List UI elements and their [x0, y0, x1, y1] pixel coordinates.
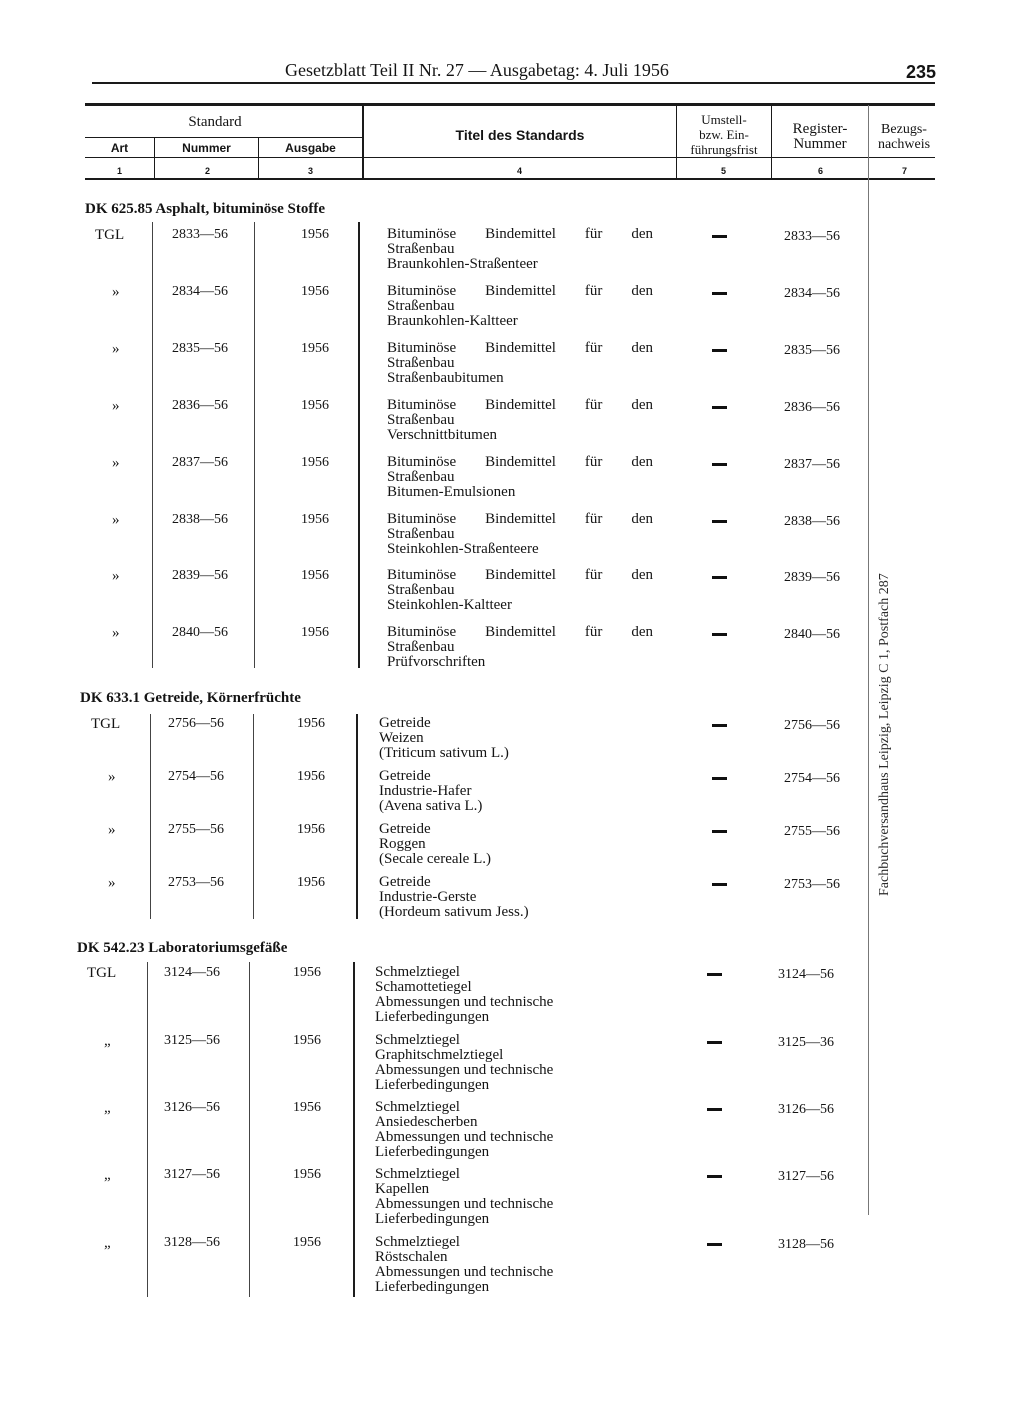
- row-title: [387, 227, 653, 272]
- row-frist-dash: [707, 1175, 722, 1178]
- row-title-word: für: [584, 283, 603, 299]
- header-rule-standard: [85, 137, 362, 138]
- row-title-line: Getreide: [379, 874, 431, 890]
- row-title-word: Bindemittel: [485, 511, 556, 527]
- row-title-word: Bituminöse: [387, 624, 457, 640]
- row-title: [375, 1235, 553, 1295]
- row-register: 3124—56: [778, 967, 834, 982]
- row-nummer: 3124—56: [164, 965, 220, 980]
- row-title-line: (Triticum sativum L.): [379, 745, 509, 761]
- row-title-line: [387, 398, 653, 413]
- column-register: [772, 122, 868, 152]
- row-ausgabe: 1956: [293, 1167, 321, 1182]
- row-title-word: Bituminöse: [387, 454, 457, 470]
- row-title-line: Straßenbau: [387, 298, 455, 314]
- row-title-line: Verschnittbitumen: [387, 427, 497, 443]
- row-frist-dash: [712, 520, 727, 523]
- row-title-line: [387, 512, 653, 527]
- row-register: 3125—36: [778, 1035, 834, 1050]
- row-nummer: 2839—56: [172, 568, 228, 583]
- row-nummer: 2835—56: [172, 341, 228, 356]
- row-title-line: Getreide: [379, 715, 431, 731]
- row-title-line: [387, 284, 653, 299]
- row-title-line: (Hordeum sativum Jess.): [379, 904, 529, 920]
- row-art: »: [112, 341, 120, 357]
- row-frist-dash: [712, 576, 727, 579]
- column-rule: [150, 714, 151, 919]
- row-title-word: für: [584, 397, 603, 413]
- column-number: 7: [902, 166, 908, 176]
- row-title: [387, 512, 653, 557]
- row-ausgabe: 1956: [297, 875, 325, 890]
- row-art: »: [112, 284, 120, 300]
- row-ausgabe: 1956: [293, 965, 321, 980]
- row-title-line: Straßenbau: [387, 526, 455, 542]
- row-ausgabe: 1956: [301, 625, 329, 640]
- row-nummer: 3128—56: [164, 1235, 220, 1250]
- row-register: 2833—56: [784, 229, 840, 244]
- row-title-word: Bituminöse: [387, 283, 457, 299]
- row-title: [375, 1033, 553, 1093]
- row-register: 2755—56: [784, 824, 840, 839]
- column-rule: [358, 222, 360, 668]
- row-title-line: Abmessungen und technische: [375, 1196, 554, 1212]
- row-nummer: 3127—56: [164, 1167, 220, 1182]
- row-title-line: Straßenbau: [387, 469, 455, 485]
- column-nummer: Nummer: [182, 141, 231, 155]
- row-register: 2839—56: [784, 570, 840, 585]
- column-umstellung: [677, 112, 771, 157]
- row-title-line: Abmessungen und technische: [375, 994, 554, 1010]
- row-nummer: 2754—56: [168, 769, 224, 784]
- column-bezug: [869, 122, 939, 152]
- row-title-line: Industrie-Hafer: [379, 783, 472, 799]
- row-frist-dash: [712, 235, 727, 238]
- row-title: [379, 875, 529, 920]
- row-register: 3126—56: [778, 1102, 834, 1117]
- row-title-word: den: [631, 226, 654, 242]
- row-title-word: den: [631, 454, 654, 470]
- column-titel: Titel des Standards: [455, 127, 585, 143]
- row-title-line: Lieferbedingungen: [375, 1144, 490, 1160]
- row-frist-dash: [712, 349, 727, 352]
- row-frist-dash: [712, 633, 727, 636]
- column-bezug-line: nachweis: [877, 137, 931, 152]
- row-title-line: [387, 341, 653, 356]
- row-register: 2834—56: [784, 286, 840, 301]
- row-title-word: den: [631, 511, 654, 527]
- side-note: Fachbuchversandhaus Leipzig, Leipzig C 1, Postfach 287: [877, 573, 892, 897]
- row-title: [379, 822, 491, 867]
- row-title-word: Bindemittel: [485, 624, 556, 640]
- row-title: [387, 398, 653, 443]
- row-title-word: für: [584, 340, 603, 356]
- row-title-line: Schmelztiegel: [375, 1032, 460, 1048]
- section-heading: DK 542.23 Laboratoriumsgefäße: [77, 940, 288, 956]
- row-title: [387, 625, 653, 670]
- row-title-word: für: [584, 624, 603, 640]
- column-number: 2: [205, 166, 211, 176]
- row-title-line: Abmessungen und technische: [375, 1129, 554, 1145]
- column-rule: [254, 222, 255, 668]
- row-ausgabe: 1956: [301, 512, 329, 527]
- row-title: [375, 1167, 553, 1227]
- row-nummer: 2756—56: [168, 716, 224, 731]
- column-rule: [152, 222, 153, 668]
- row-title-line: Graphitschmelztiegel: [375, 1047, 504, 1063]
- row-title-line: Straßenbau: [387, 355, 455, 371]
- row-ausgabe: 1956: [293, 1100, 321, 1115]
- row-title-line: Roggen: [379, 836, 426, 852]
- row-title: [387, 455, 653, 500]
- row-title-line: Steinkohlen-Kaltteer: [387, 597, 512, 613]
- row-title-line: Straßenbau: [387, 582, 455, 598]
- row-title-word: Bindemittel: [485, 226, 556, 242]
- row-ausgabe: 1956: [297, 716, 325, 731]
- row-art: „: [104, 1033, 111, 1049]
- row-ausgabe: 1956: [293, 1033, 321, 1048]
- row-title-line: Bitumen-Emulsionen: [387, 484, 516, 500]
- row-register: 2756—56: [784, 718, 840, 733]
- row-register: 2837—56: [784, 457, 840, 472]
- row-frist-dash: [707, 973, 722, 976]
- row-title-line: [387, 455, 653, 470]
- row-title-line: [387, 227, 653, 242]
- column-number: 6: [818, 166, 824, 176]
- row-title-word: Bituminöse: [387, 226, 457, 242]
- row-title-word: Bindemittel: [485, 283, 556, 299]
- row-ausgabe: 1956: [301, 398, 329, 413]
- row-nummer: 2837—56: [172, 455, 228, 470]
- row-title-word: den: [631, 283, 654, 299]
- row-art: »: [112, 398, 120, 414]
- row-title-word: für: [584, 226, 603, 242]
- row-title-word: den: [631, 567, 654, 583]
- row-title-word: Bituminöse: [387, 397, 457, 413]
- row-nummer: 2838—56: [172, 512, 228, 527]
- row-nummer: 3126—56: [164, 1100, 220, 1115]
- column-umstellung-line: führungsfrist: [690, 142, 758, 157]
- header-divider-bezug: [868, 105, 869, 1215]
- row-title: [387, 568, 653, 613]
- row-ausgabe: 1956: [301, 284, 329, 299]
- row-art: »: [108, 822, 116, 838]
- section-heading: DK 625.85 Asphalt, bituminöse Stoffe: [85, 201, 326, 217]
- row-title-word: den: [631, 340, 654, 356]
- column-register-line: Register-: [792, 121, 848, 137]
- page-number: 235: [906, 62, 937, 82]
- row-ausgabe: 1956: [301, 341, 329, 356]
- header-rule-sub: [85, 157, 935, 158]
- row-title-word: für: [584, 567, 603, 583]
- column-umstellung-line: Umstell-: [701, 112, 747, 127]
- row-title-line: Braunkohlen-Kaltteer: [387, 313, 518, 329]
- row-title-line: [387, 568, 653, 583]
- row-register: 2754—56: [784, 771, 840, 786]
- row-title-word: Bindemittel: [485, 397, 556, 413]
- section-heading: DK 633.1 Getreide, Körnerfrüchte: [80, 690, 301, 706]
- row-title-line: Röstschalen: [375, 1249, 448, 1265]
- row-title-word: Bindemittel: [485, 454, 556, 470]
- row-ausgabe: 1956: [293, 1235, 321, 1250]
- row-nummer: 3125—56: [164, 1033, 220, 1048]
- header-rule-top: [92, 82, 935, 84]
- row-art: TGL: [91, 716, 121, 732]
- row-frist-dash: [712, 292, 727, 295]
- row-title-line: (Avena sativa L.): [379, 798, 483, 814]
- row-nummer: 2755—56: [168, 822, 224, 837]
- row-title: [379, 716, 509, 761]
- row-title-word: für: [584, 454, 603, 470]
- row-title-line: Abmessungen und technische: [375, 1264, 554, 1280]
- column-bezug-line: Bezugs-: [881, 122, 927, 137]
- row-ausgabe: 1956: [297, 822, 325, 837]
- row-title: [375, 965, 553, 1025]
- row-art: »: [112, 625, 120, 641]
- row-frist-dash: [707, 1041, 722, 1044]
- row-title-line: Schmelztiegel: [375, 964, 460, 980]
- row-title-line: Schamottetiegel: [375, 979, 472, 995]
- row-title-line: Schmelztiegel: [375, 1166, 460, 1182]
- column-number: 4: [517, 166, 523, 176]
- row-title-word: Bituminöse: [387, 567, 457, 583]
- row-title: [379, 769, 482, 814]
- row-nummer: 2836—56: [172, 398, 228, 413]
- row-frist-dash: [712, 724, 727, 727]
- column-number: 5: [721, 166, 727, 176]
- row-register: 2753—56: [784, 877, 840, 892]
- row-title-line: Ansiedescherben: [375, 1114, 478, 1130]
- row-ausgabe: 1956: [297, 769, 325, 784]
- row-title-word: den: [631, 624, 654, 640]
- row-title-line: Kapellen: [375, 1181, 430, 1197]
- column-art: Art: [110, 141, 129, 155]
- column-number: 3: [308, 166, 314, 176]
- row-title-line: Lieferbedingungen: [375, 1009, 490, 1025]
- row-title-line: Straßenbau: [387, 412, 455, 428]
- row-register: 2836—56: [784, 400, 840, 415]
- row-frist-dash: [712, 883, 727, 886]
- header-rule-table-top: [85, 103, 935, 106]
- column-rule: [353, 962, 355, 1297]
- row-title-line: Steinkohlen-Straßenteere: [387, 541, 539, 557]
- column-rule: [356, 714, 358, 919]
- column-rule: [147, 962, 148, 1297]
- row-title-line: Lieferbedingungen: [375, 1279, 490, 1295]
- row-title: [387, 341, 653, 386]
- row-title-word: Bituminöse: [387, 340, 457, 356]
- page-title: Gesetzblatt Teil II Nr. 27 — Ausgabetag: 4. Juli 1956: [285, 60, 669, 80]
- row-frist-dash: [712, 777, 727, 780]
- row-title-line: Lieferbedingungen: [375, 1211, 490, 1227]
- column-rule: [249, 962, 250, 1297]
- header-rule-bottom: [85, 178, 935, 180]
- row-title-line: Schmelztiegel: [375, 1099, 460, 1115]
- row-nummer: 2833—56: [172, 227, 228, 242]
- row-register: 2840—56: [784, 627, 840, 642]
- column-register-line: Nummer: [793, 136, 847, 152]
- row-title-word: Bituminöse: [387, 511, 457, 527]
- row-frist-dash: [707, 1108, 722, 1111]
- column-ausgabe: Ausgabe: [285, 141, 336, 155]
- row-ausgabe: 1956: [301, 455, 329, 470]
- row-register: 2835—56: [784, 343, 840, 358]
- row-art: TGL: [95, 227, 125, 243]
- row-title-word: Bindemittel: [485, 567, 556, 583]
- row-frist-dash: [712, 830, 727, 833]
- column-rule: [253, 714, 254, 919]
- row-art: „: [104, 1167, 111, 1183]
- row-nummer: 2753—56: [168, 875, 224, 890]
- row-art: „: [104, 1100, 111, 1116]
- row-art: »: [108, 769, 116, 785]
- row-title-word: Bindemittel: [485, 340, 556, 356]
- column-number: 1: [117, 166, 123, 176]
- row-title-line: Industrie-Gerste: [379, 889, 477, 905]
- row-register: 2838—56: [784, 514, 840, 529]
- row-title-line: Getreide: [379, 768, 431, 784]
- row-title-word: den: [631, 397, 654, 413]
- row-title-line: Straßenbau: [387, 241, 455, 257]
- row-ausgabe: 1956: [301, 227, 329, 242]
- row-nummer: 2840—56: [172, 625, 228, 640]
- row-title-line: Getreide: [379, 821, 431, 837]
- row-title-line: Lieferbedingungen: [375, 1077, 490, 1093]
- row-register: 3128—56: [778, 1237, 834, 1252]
- row-title-line: Braunkohlen-Straßenteer: [387, 256, 538, 272]
- column-umstellung-line: bzw. Ein-: [699, 127, 749, 142]
- row-nummer: 2834—56: [172, 284, 228, 299]
- row-frist-dash: [707, 1243, 722, 1246]
- row-title: [387, 284, 653, 329]
- row-title-line: Prüfvorschriften: [387, 654, 486, 670]
- row-frist-dash: [712, 406, 727, 409]
- row-art: »: [112, 455, 120, 471]
- row-title-line: [387, 625, 653, 640]
- row-title-line: Schmelztiegel: [375, 1234, 460, 1250]
- row-art: TGL: [87, 965, 117, 981]
- row-title-line: Weizen: [379, 730, 424, 746]
- column-standard: Standard: [188, 114, 242, 130]
- row-register: 3127—56: [778, 1169, 834, 1184]
- row-title-line: Abmessungen und technische: [375, 1062, 554, 1078]
- row-title-word: für: [584, 511, 603, 527]
- row-title-line: Straßenbaubitumen: [387, 370, 504, 386]
- row-title-line: Straßenbau: [387, 639, 455, 655]
- row-art: »: [112, 568, 120, 584]
- row-ausgabe: 1956: [301, 568, 329, 583]
- row-title-line: (Secale cereale L.): [379, 851, 491, 867]
- row-art: »: [108, 875, 116, 891]
- row-art: „: [104, 1235, 111, 1251]
- row-title: [375, 1100, 553, 1160]
- row-frist-dash: [712, 463, 727, 466]
- row-art: »: [112, 512, 120, 528]
